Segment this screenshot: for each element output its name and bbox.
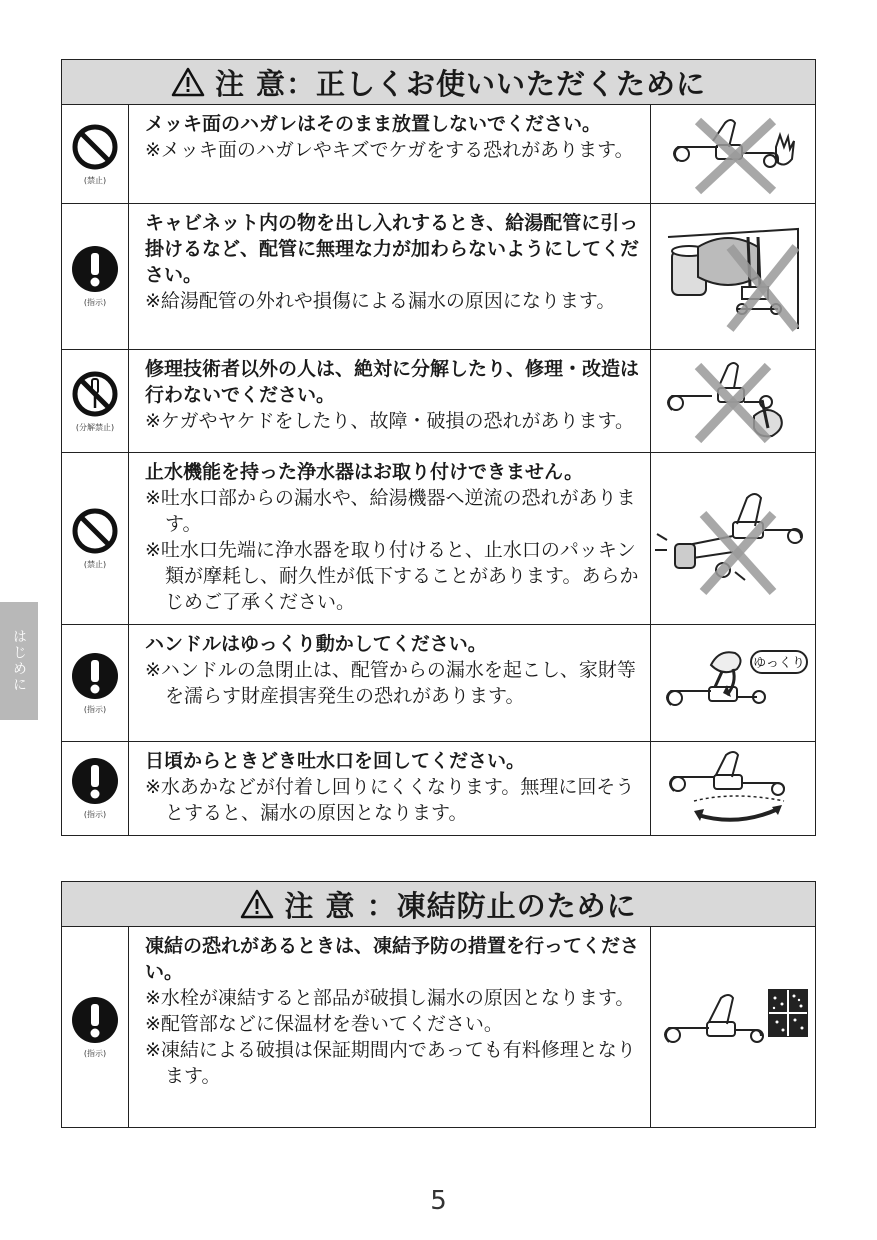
caution-row [62, 453, 815, 625]
symbol-caption: (分解禁止) [75, 422, 115, 432]
caution-row [62, 927, 815, 1127]
caution-note: ※水栓が凍結すると部品が破損し漏水の原因となります。 [145, 987, 635, 1009]
caution-lead: 修理技術者以外の人は、絶対に分解したり、修理・改造は行わないでください。 [145, 358, 640, 406]
caution-note: ※凍結による破損は保証期間内であっても有料修理となります。 [145, 1039, 636, 1087]
caution-lead: 凍結の恐れがあるときは、凍結予防の措置を行ってください。 [145, 935, 640, 983]
illustration-cell [651, 105, 815, 203]
warning-triangle-icon [171, 67, 205, 97]
frozen-faucet-illustration [655, 982, 811, 1072]
caution-note: ※吐水口部からの漏水や、給湯機器へ逆流の恐れがあります。 [145, 487, 636, 535]
symbol-caption: (指示) [83, 810, 107, 819]
faucet-plating-peel-illustration [658, 111, 808, 197]
mandatory-action-icon [71, 245, 119, 293]
caution-row [62, 105, 815, 204]
symbol-caption: (指示) [83, 704, 107, 714]
caution-lead: キャビネット内の物を出し入れするとき、給湯配管に引っ掛けるなど、配管に無理な力が加わらないようにしてください。 [145, 212, 640, 286]
caution-text [129, 742, 651, 835]
symbol-caption: (指示) [83, 1048, 107, 1058]
panel-title: 注 意 ：凍結防止のために [284, 888, 637, 923]
caution-lead: 止水機能を持った浄水器はお取り付けできません。 [145, 461, 584, 483]
prohibition-icon [71, 507, 119, 555]
symbol-cell [62, 625, 129, 741]
illustration-cell [651, 927, 815, 1127]
caution-note: ※ハンドルの急閉止は、配管からの漏水を起こし、家財等を濡らす財産損害発生の恐れがあります。 [145, 659, 636, 707]
slow-handle-illustration [655, 635, 811, 731]
caution-text [129, 625, 651, 741]
illustration-cell [651, 350, 815, 452]
caution-note: ※ケガやヤケドをしたり、故障・破損の恐れがあります。 [145, 410, 635, 432]
illustration-cell [651, 625, 815, 741]
caution-text [129, 927, 651, 1127]
caution-note: ※吐水口先端に浄水器を取り付けると、止水口のパッキン類が摩耗し、耐久性が低下することがあります。あらかじめご了承ください。 [145, 539, 639, 613]
page-number: 5 [430, 1186, 447, 1216]
warning-triangle-icon [240, 889, 274, 919]
rotate-spout-illustration [658, 747, 808, 831]
symbol-cell [62, 927, 129, 1127]
mandatory-action-icon [71, 652, 119, 700]
symbol-cell [62, 204, 129, 349]
caution-text [129, 350, 651, 452]
caution-row [62, 204, 815, 350]
symbol-cell [62, 453, 129, 624]
caution-lead: 日頃からときどき吐水口を回してください。 [145, 750, 526, 772]
slow-speech-bubble: ゆっくり [753, 656, 805, 671]
cabinet-pipe-illustration [658, 217, 808, 337]
caution-note: ※給湯配管の外れや損傷による漏水の原因になります。 [145, 290, 616, 312]
no-disassembly-icon [71, 370, 119, 418]
illustration-cell [651, 453, 815, 624]
symbol-cell [62, 105, 129, 203]
disassembly-illustration [658, 356, 808, 446]
symbol-caption: (禁止) [83, 175, 107, 185]
symbol-cell [62, 742, 129, 835]
mandatory-action-icon [71, 996, 119, 1044]
caution-row [62, 742, 815, 835]
panel-title: 注 意：正しくお使いいただくために [214, 66, 707, 101]
caution-row [62, 350, 815, 453]
illustration-cell [651, 742, 815, 835]
symbol-cell [62, 350, 129, 452]
caution-lead: メッキ面のハガレはそのまま放置しないでください。 [145, 113, 602, 135]
caution-note: ※配管部などに保温材を巻いてください。 [145, 1013, 503, 1035]
caution-lead: ハンドルはゆっくり動かしてください。 [145, 633, 487, 655]
caution-text [129, 453, 651, 624]
symbol-caption: (禁止) [83, 560, 107, 569]
illustration-cell [651, 204, 815, 349]
panel-header [62, 882, 815, 927]
caution-panel-freeze [61, 881, 816, 1128]
caution-panel-usage [61, 59, 816, 836]
prohibition-icon [71, 123, 119, 171]
symbol-caption: (指示) [83, 298, 107, 307]
caution-note: ※メッキ面のハガレやキズでケガをする恐れがあります。 [145, 139, 634, 161]
caution-text [129, 204, 651, 349]
chapter-side-tab: はじめに [0, 602, 38, 720]
water-purifier-illustration [653, 474, 813, 604]
caution-text [129, 105, 651, 203]
caution-row [62, 625, 815, 742]
panel-header [62, 60, 815, 105]
mandatory-action-icon [71, 757, 119, 805]
caution-note: ※水あかなどが付着し回りにくくなります。無理に回そうとすると、漏水の原因となります。 [145, 776, 635, 824]
